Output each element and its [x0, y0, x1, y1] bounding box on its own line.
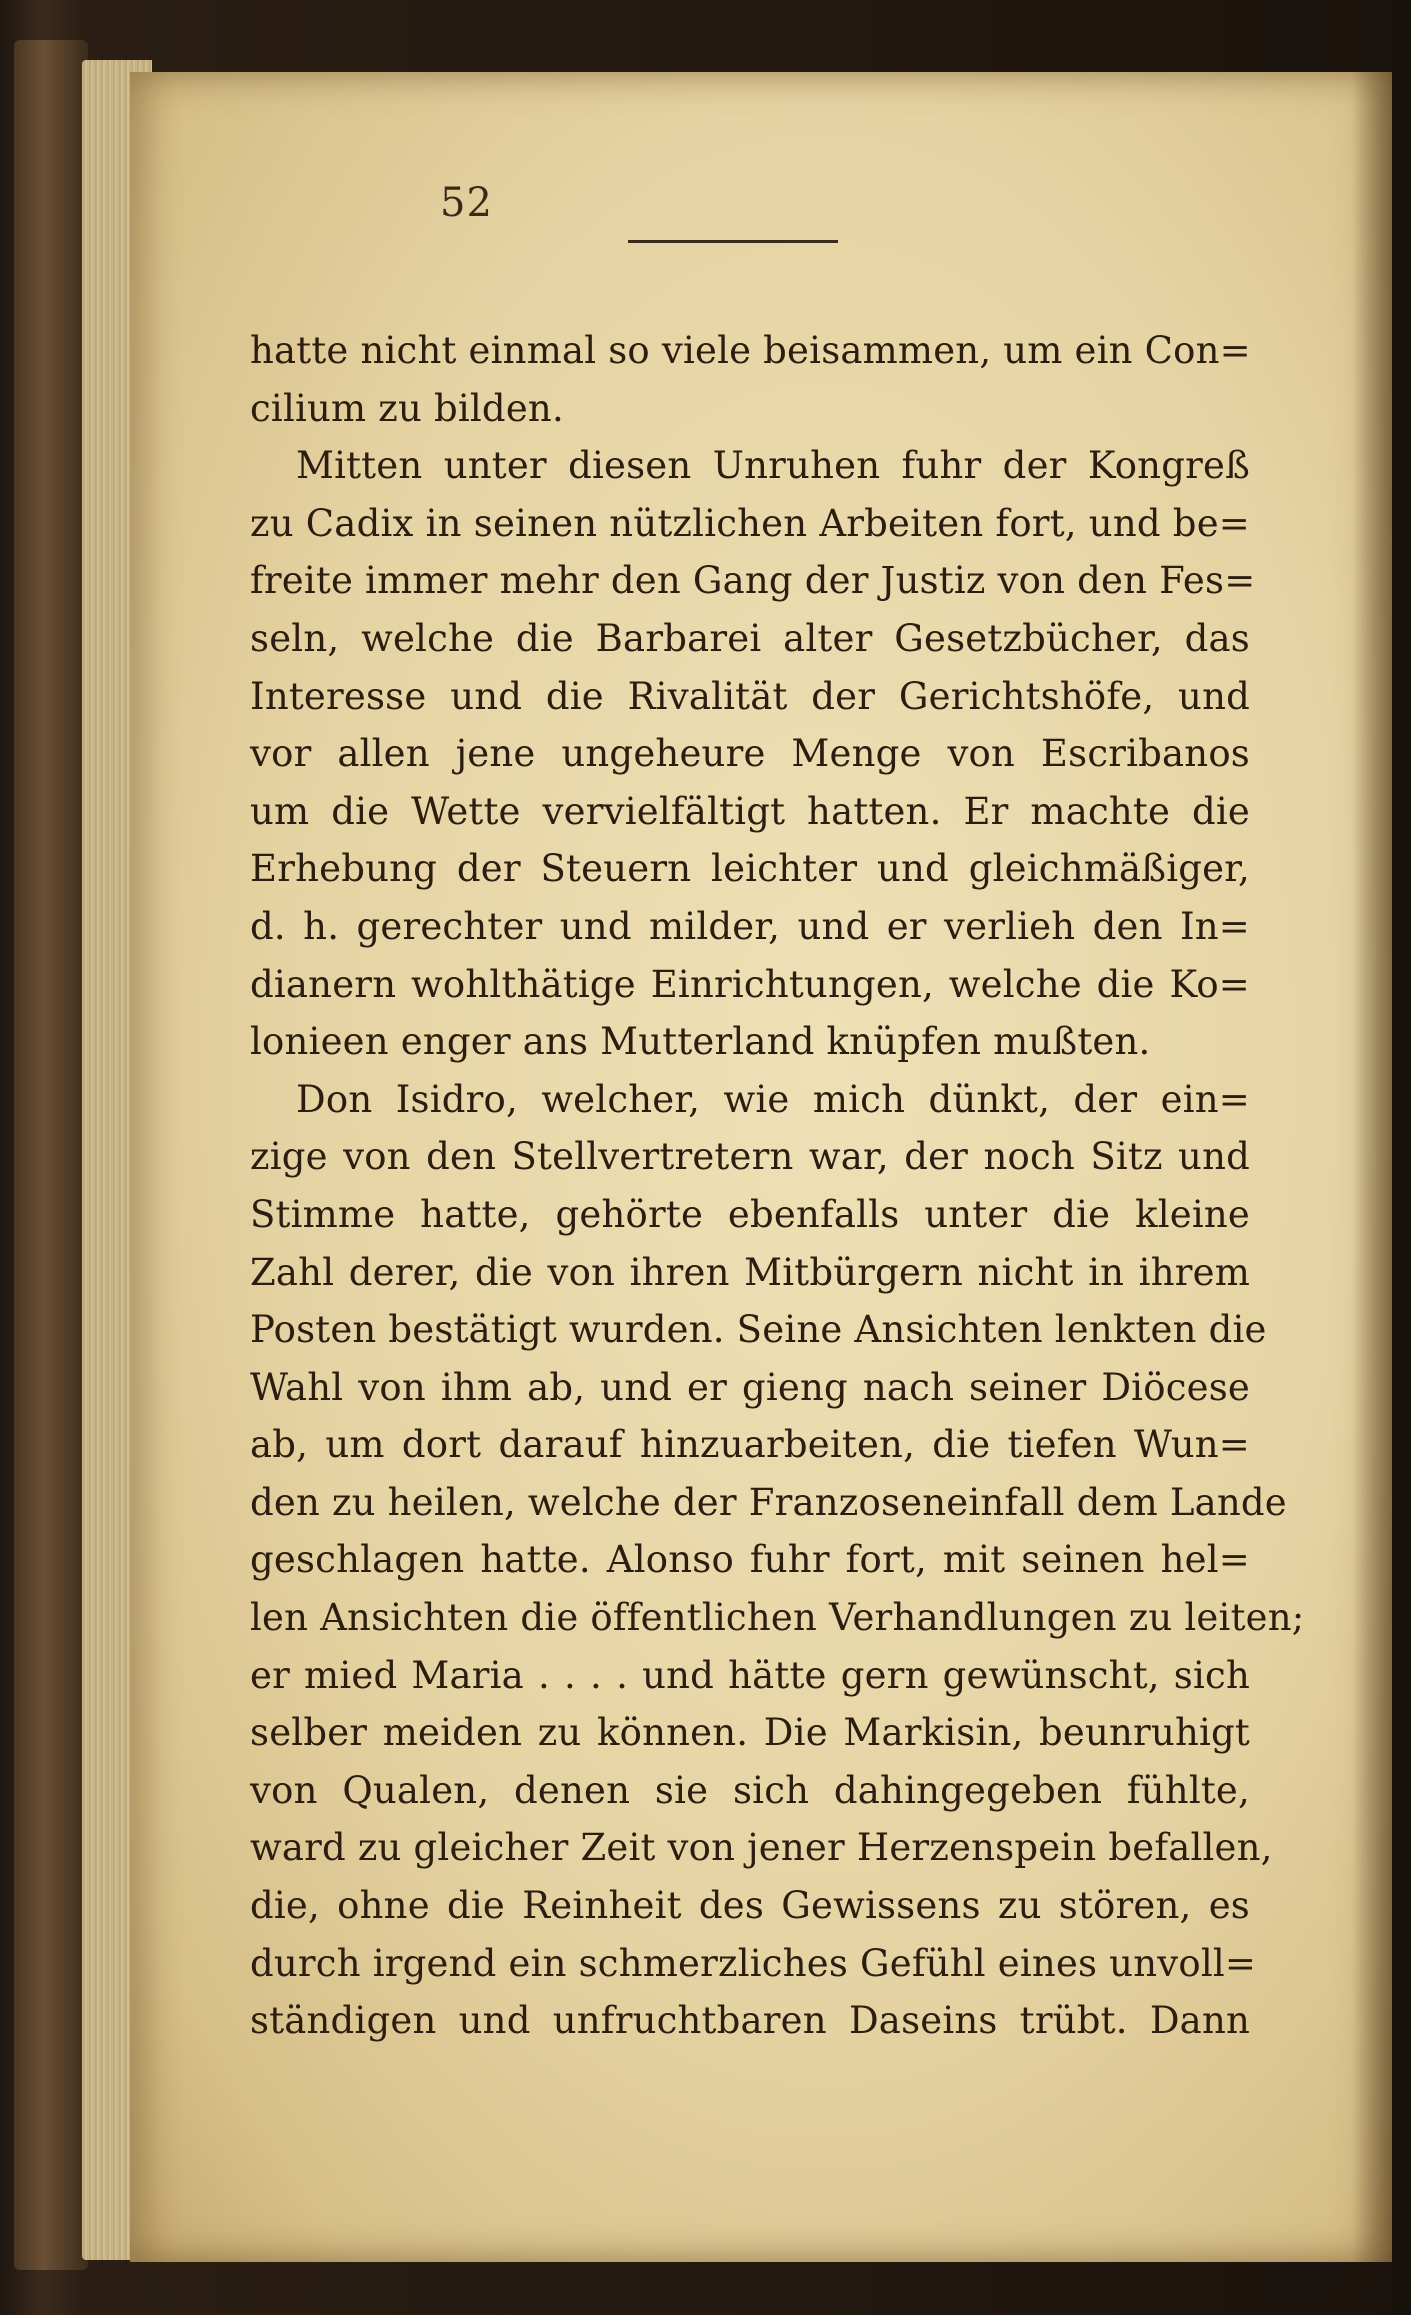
text-line: zu Cadix in seinen nützlichen Arbeiten fort, und be=: [250, 501, 1250, 545]
text-line: zige von den Stellvertretern war, der noch Sitz und: [250, 1135, 1250, 1179]
text-line: len Ansichten die öffentlichen Verhandlungen zu leiten;: [250, 1596, 1305, 1640]
text-line: freite immer mehr den Gang der Justiz von den Fes=: [250, 559, 1256, 603]
text-line: um die Wette vervielfältigt hatten. Er machte die: [250, 789, 1250, 833]
text-line: ab, um dort darauf hinzuarbeiten, die tiefen Wun=: [250, 1423, 1250, 1467]
text-line: er mied Maria . . . . und hätte gern gewünscht, sich: [250, 1653, 1250, 1697]
text-line: cilium zu bilden.: [250, 386, 564, 430]
scan-background-edge: [1392, 0, 1411, 2315]
text-line: durch irgend ein schmerzliches Gefühl eines unvoll=: [250, 1941, 1257, 1985]
text-line: dianern wohlthätige Einrichtungen, welche die Ko=: [250, 962, 1250, 1006]
text-line: seln, welche die Barbarei alter Gesetzbücher, das: [250, 616, 1250, 660]
text-line: Wahl von ihm ab, und er gieng nach seiner Diöcese: [250, 1365, 1250, 1409]
text-line: Zahl derer, die von ihren Mitbürgern nicht in ihrem: [250, 1250, 1250, 1294]
text-line: von Qualen, denen sie sich dahingegeben fühlte,: [250, 1768, 1250, 1812]
text-line: Stimme hatte, gehörte ebenfalls unter die kleine: [250, 1192, 1250, 1236]
text-line: Erhebung der Steuern leichter und gleichmäßiger,: [250, 847, 1250, 891]
book-cover-edge: [14, 40, 88, 2270]
page-number: 52: [440, 180, 493, 226]
text-line: Don Isidro, welcher, wie mich dünkt, der ein=: [296, 1077, 1250, 1121]
page-gutter-shadow: [1352, 72, 1392, 2262]
text-line: lonieen enger ans Mutterland knüpfen mußten.: [250, 1020, 1151, 1064]
text-line: vor allen jene ungeheure Menge von Escribanos: [250, 732, 1250, 776]
text-line: selber meiden zu können. Die Markisin, beunruhigt: [250, 1711, 1250, 1755]
text-line: ward zu gleicher Zeit von jener Herzenspein befallen,: [250, 1826, 1273, 1870]
text-line: d. h. gerechter und milder, und er verlieh den In=: [250, 904, 1250, 948]
page-text: [250, 322, 1305, 2050]
text-line: Interesse und die Rivalität der Gerichtshöfe, und: [250, 674, 1250, 718]
text-line: geschlagen hatte. Alonso fuhr fort, mit seinen hel=: [250, 1538, 1250, 1582]
text-line: ständigen und unfruchtbaren Daseins trübt. Dann: [250, 1999, 1250, 2043]
text-line: den zu heilen, welche der Franzoseneinfall dem Lande: [250, 1480, 1287, 1524]
header-rule: [628, 240, 838, 243]
text-line: Posten bestätigt wurden. Seine Ansichten lenkten die: [250, 1308, 1267, 1352]
text-line: die, ohne die Reinheit des Gewissens zu stören, es: [250, 1884, 1250, 1928]
text-line: Mitten unter diesen Unruhen fuhr der Kongreß: [296, 444, 1250, 488]
text-line: hatte nicht einmal so viele beisammen, um ein Con=: [250, 329, 1251, 372]
